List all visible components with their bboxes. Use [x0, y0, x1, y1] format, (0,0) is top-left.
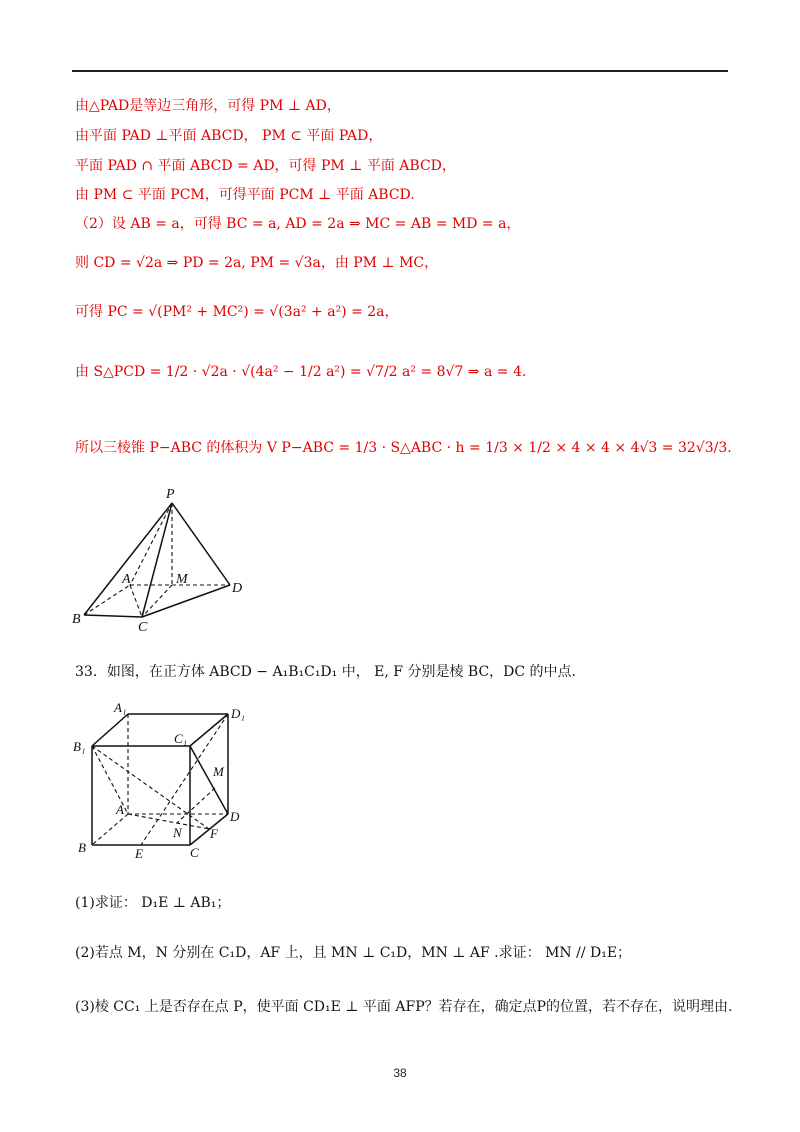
solution-line-9: 所以三棱锥 P−ABC 的体积为 V P−ABC = 1/3 · S△ABC · h = 1/3 × 1/2 × 4 × 4 × 4√3 = 32√3/3. [75, 440, 732, 456]
label-C: C [138, 620, 148, 635]
label-E: E [135, 846, 143, 861]
cube-figure [70, 700, 260, 865]
label-P: P [166, 487, 175, 502]
label-D: D [232, 581, 243, 596]
label-C1: C₁ [174, 731, 188, 746]
label-A1: A₁ [114, 700, 127, 715]
edge-BC [84, 615, 142, 617]
segment-C1D [190, 746, 228, 814]
edge-D1C1 [190, 714, 228, 746]
label-A: A [122, 572, 131, 587]
solution-line-8: 由 S△PCD = 1/2 · √2a · √(4a² − 1/2 a²) = √7/2 a² = 8√7 ⇒ a = 4. [75, 364, 527, 380]
solution-line-3: 平面 PAD ∩ 平面 ABCD = AD，可得 PM ⊥ 平面 ABCD， [75, 158, 456, 174]
label-F: F [210, 826, 218, 841]
segment-AF [128, 814, 209, 829]
solution-line-4: 由 PM ⊂ 平面 PCM，可得平面 PCM ⊥ 平面 ABCD. [75, 187, 415, 203]
label-B1: B₁ [73, 739, 86, 754]
solution-line-2: 由平面 PAD ⊥平面 ABCD， PM ⊂ 平面 PAD， [75, 128, 383, 144]
label-C: C [190, 845, 199, 860]
label-A: A [116, 802, 124, 817]
edge-BA [84, 585, 130, 615]
page-number: 38 [393, 1066, 407, 1080]
edge-AB [92, 814, 128, 845]
label-D: D [230, 809, 240, 824]
solution-line-1: 由△PAD是等边三角形，可得 PM ⊥ AD， [75, 98, 341, 114]
segment-MN [177, 788, 215, 823]
edge-B1A1 [92, 714, 128, 746]
solution-line-5: （2）设 AB = a，可得 BC = a, AD = 2a ⇒ MC = AB = MD = a， [75, 216, 521, 232]
segment-AC [130, 585, 142, 617]
pyramid-figure [60, 485, 280, 635]
edge-PB [84, 503, 172, 615]
question-3: (3)棱 CC₁ 上是否存在点 P，使平面 CD₁E ⊥ 平面 AFP？若存在，确定点P的位置，若不存在，说明理由. [75, 999, 733, 1015]
edge-DC [190, 814, 228, 845]
problem-33-stem: 33．如图，在正方体 ABCD − A₁B₁C₁D₁ 中， E, F 分别是棱 BC，DC 的中点. [75, 664, 577, 680]
label-M: M [176, 572, 188, 587]
label-B: B [78, 840, 86, 855]
label-M: M [213, 764, 224, 779]
label-D1: D₁ [231, 706, 245, 721]
label-N: N [173, 825, 182, 840]
edge-CD [142, 585, 230, 617]
solution-line-7: 可得 PC = √(PM² + MC²) = √(3a² + a²) = 2a， [75, 304, 399, 320]
label-B: B [72, 612, 81, 627]
solution-line-6: 则 CD = √2a ⇒ PD = 2a, PM = √3a，由 PM ⊥ MC， [75, 255, 439, 271]
edge-PA [130, 503, 172, 585]
header-rule [72, 70, 728, 72]
question-2: (2)若点 M，N 分别在 C₁D，AF 上，且 MN ⊥ C₁D，MN ⊥ AF .求证： MN // D₁E； [75, 945, 632, 961]
question-1: (1)求证： D₁E ⊥ AB₁； [75, 895, 231, 911]
segment-B1F [92, 746, 209, 829]
edge-PC [142, 503, 172, 617]
